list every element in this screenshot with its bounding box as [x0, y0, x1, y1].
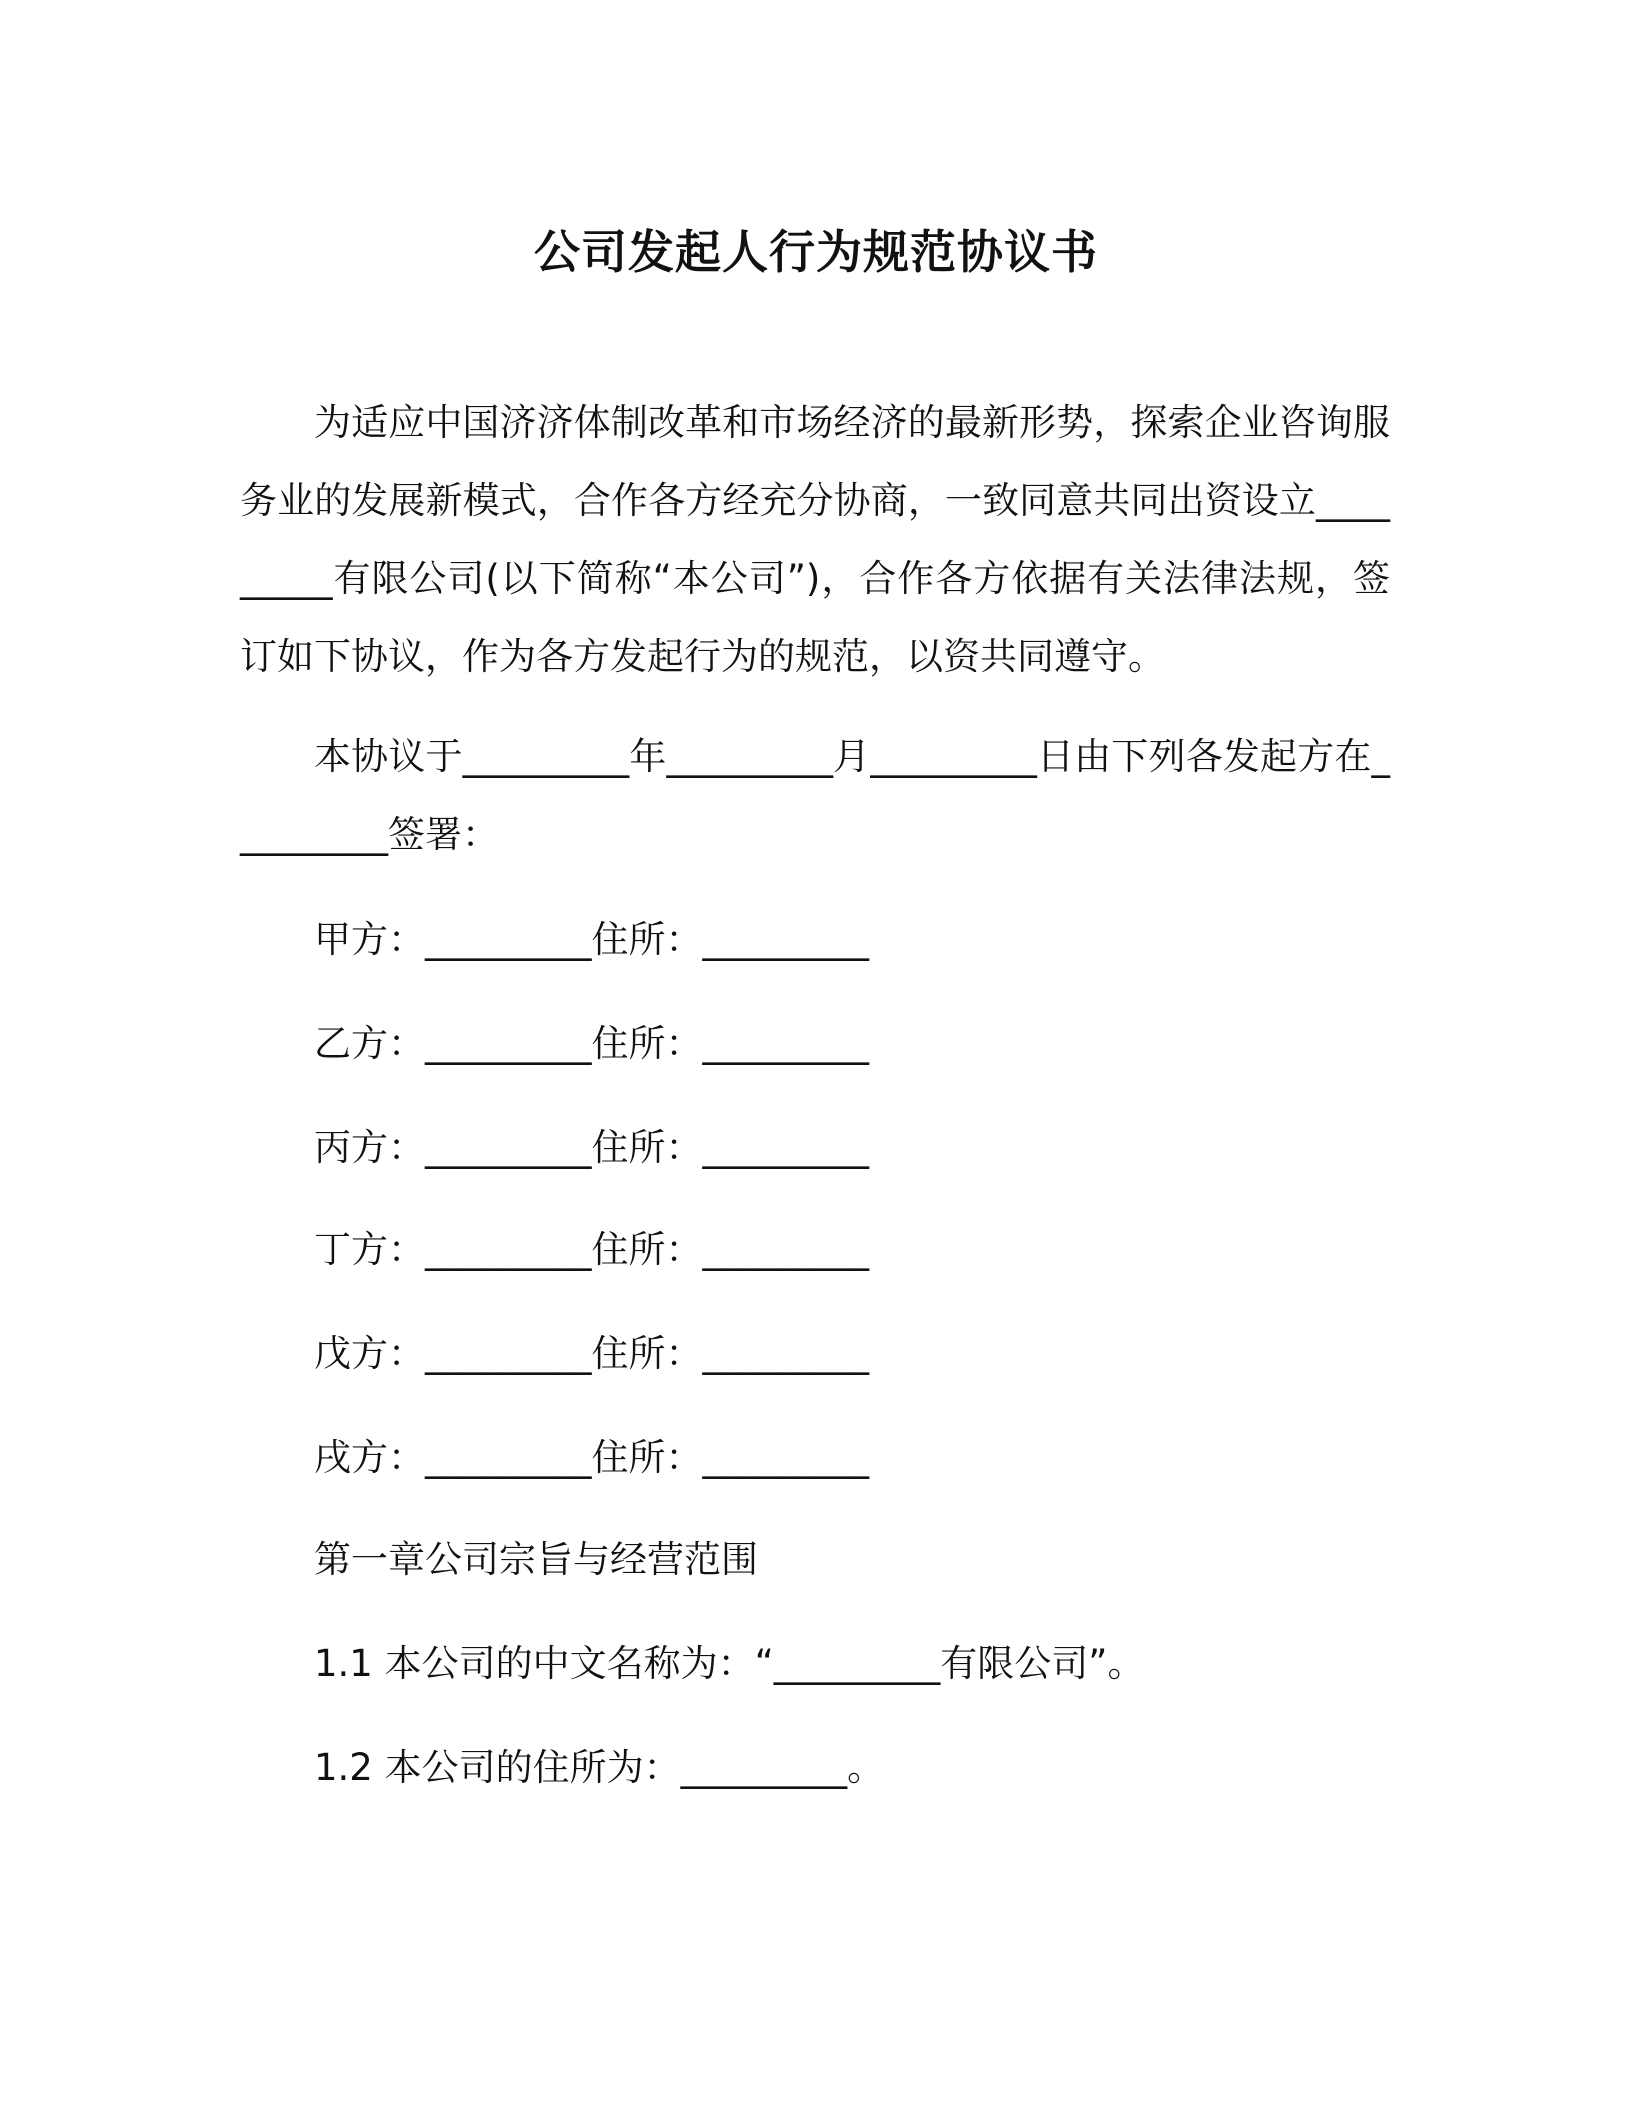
- party-jia-line: 甲方：_________住所：_________: [314, 918, 869, 961]
- signing-paragraph: 本协议于_________年_________月_________日由下列各发起方在_________签署：: [240, 735, 1390, 856]
- document-title: 公司发起人行为规范协议书: [534, 225, 1098, 279]
- party-ding-line: 丁方：_________住所：_________: [314, 1228, 869, 1271]
- chapter-heading: 第一章公司宗旨与经营范围: [314, 1538, 758, 1581]
- party-xu-line: 戌方：_________住所：_________: [314, 1436, 869, 1479]
- party-bing-line: 丙方：_________住所：_________: [314, 1126, 869, 1169]
- party-yi-line: 乙方：_________住所：_________: [314, 1022, 869, 1065]
- clause-1-2: 1.2 本公司的住所为：_________。: [314, 1746, 885, 1789]
- clause-1-1: 1.1 本公司的中文名称为：“_________有限公司”。: [314, 1642, 1145, 1685]
- intro-paragraph: 为适应中国济济体制改革和市场经济的最新形势，探索企业咨询服务业的发展新模式，合作各方经充分协商，一致同意共同出资设立_________有限公司(以下简称“本公司”)，合作各方依据有关法律法规，签订如下协议，作为各方发起行为的规范，以资共同遵守。: [240, 401, 1390, 678]
- party-wu-line: 戊方：_________住所：_________: [314, 1332, 869, 1375]
